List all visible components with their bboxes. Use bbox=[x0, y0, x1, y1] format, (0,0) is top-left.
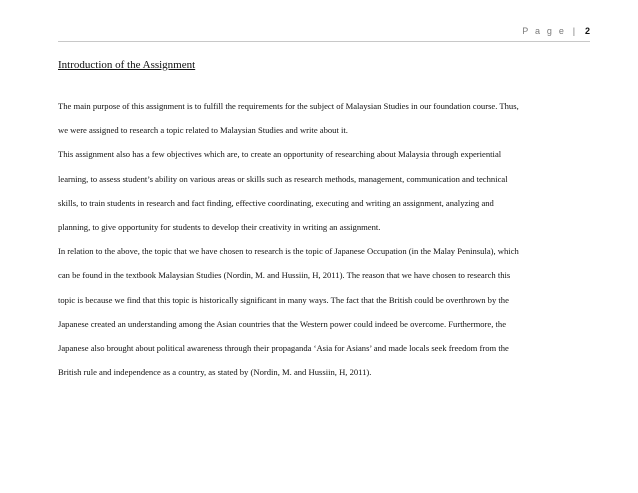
paragraph-topic bbox=[58, 239, 590, 384]
text-line: Japanese also brought about political awareness through their propaganda ‘Asia for Asians’ and made locals seek freedom from the bbox=[58, 343, 509, 354]
page-number: 2 bbox=[584, 26, 590, 36]
header-divider bbox=[58, 41, 590, 42]
paragraph-purpose bbox=[58, 94, 590, 142]
text-line: can be found in the textbook Malaysian Studies (Nordin, M. and Hussiin, H, 2011). The reason that we have chosen to research this bbox=[58, 270, 511, 281]
text-line: Japanese created an understanding among the Asian countries that the Western power could indeed be overcome. Furthermore, the bbox=[58, 318, 507, 329]
text-line: This assignment also has a few objectives which are, to create an opportunity of researching about Malaysia through experiential bbox=[58, 149, 502, 160]
text-line: learning, to assess student’s ability on various areas or skills such as research methods, management, communication and technical bbox=[58, 173, 508, 184]
page-label: P a g e bbox=[522, 26, 567, 36]
text-line: topic is because we find that this topic is historically significant in many ways. The fact that the British could be overthrown by the bbox=[58, 294, 509, 305]
text-line: skills, to train students in research and fact finding, effective coordinating, executing and writing an assignment, analyzing and bbox=[58, 197, 494, 208]
text-line: British rule and independence as a country, as stated by (Nordin, M. and Hussiin, H, 2011). bbox=[58, 367, 372, 378]
page-header bbox=[522, 26, 590, 36]
text-line: we were assigned to research a topic related to Malaysian Studies and write about it. bbox=[58, 125, 348, 136]
text-line: planning, to give opportunity for students to develop their creativity in writing an assignment. bbox=[58, 222, 381, 233]
paragraph-objectives bbox=[58, 142, 590, 239]
section-title: Introduction of the Assignment bbox=[58, 59, 196, 71]
document-body bbox=[58, 57, 590, 384]
page-separator: | bbox=[572, 26, 578, 36]
text-line: In relation to the above, the topic that we have chosen to research is the topic of Japanese Occupation (in the Malay Peninsula), which bbox=[58, 246, 519, 257]
text-line: The main purpose of this assignment is to fulfill the requirements for the subject of Malaysian Studies in our foundation course. Thus, bbox=[58, 101, 519, 111]
